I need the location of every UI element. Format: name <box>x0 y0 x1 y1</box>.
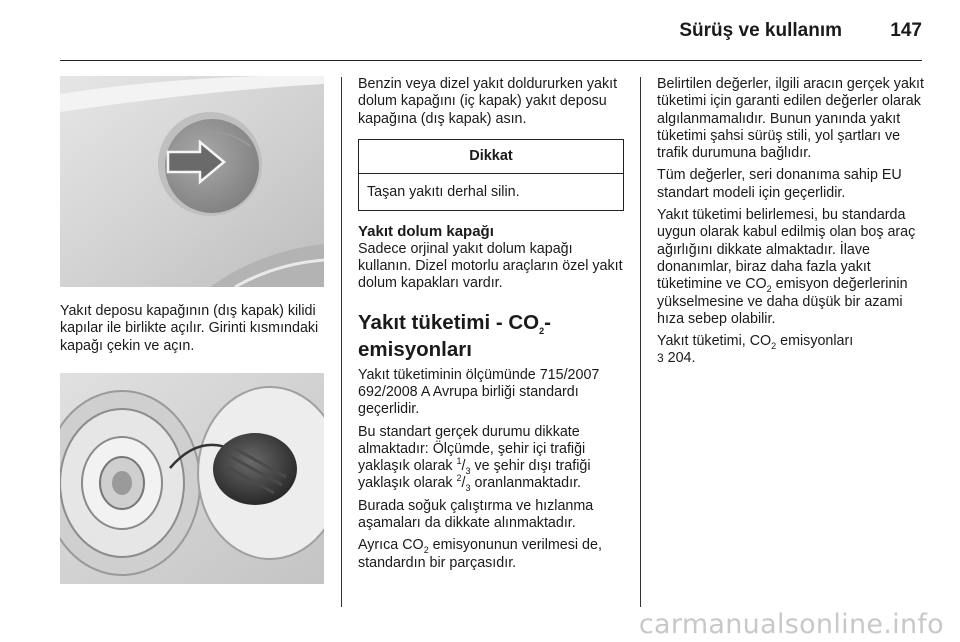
values-paragraph-1: Belirtilen değerler, ilgili aracın gerçek yakıt tüketimi için garanti edilen değerler olarak algılanmamalıdır. Bunun yanında yakıt tüketimi şahsi sürüş stili, yol şartları ve trafik durumuna bağlıdır. <box>657 76 924 162</box>
values-paragraph-3: Yakıt tüketimi belirlemesi, bu standarda uygun olarak kabul edilmiş olan boş araç ağırlığını dikkate almaktadır. İlave donanımlar, biraz daha fazla yakıt tüketimine ve $CO_2$ emisyon değerlerinin yükselmesine ve daha düşük bir azami hıza sebep olabilir. <box>657 207 916 327</box>
fuel-flap-illustration <box>60 76 324 287</box>
fuel-flap-image <box>60 76 324 287</box>
page-reference-icon: 3 <box>657 351 664 366</box>
consumption-paragraph-2: Bu standart gerçek durumu dikkate almaktadır: Ölçümde, şehir içi trafiği yaklaşık olarak $^1/_3$ ve şehir dışı trafiği yaklaşık olarak $^2/_3$ oranlanmaktadır. <box>358 423 591 494</box>
fuel-cap-paragraph: Sadece orjinal yakıt dolum kapağı kullanın. Dizel motorlu araçların özel yakıt dolum kapakları vardır. <box>358 240 623 292</box>
values-paragraph-4: Yakıt tüketimi, $CO_2$ emisyonları 3 204. <box>657 333 854 367</box>
caption-fuel-flap: Yakıt deposu kapağının (dış kapak) kilidi kapılar ile birlikte açılır. Girinti kısmındaki kapağı çekin ve açın. <box>60 303 319 354</box>
page-number: 147 <box>890 20 922 41</box>
heading-fuel-cap: Yakıt dolum kapağı <box>358 223 494 241</box>
column-2 <box>358 76 624 577</box>
warning-title: Dikkat <box>359 140 623 174</box>
fuel-cap-illustration <box>60 373 324 584</box>
fuel-cap-image <box>60 373 324 584</box>
column-divider <box>640 77 641 607</box>
heading-consumption: Yakıt tüketimi - $CO_2-$ emisyonları <box>358 310 551 361</box>
column-1 <box>60 76 324 584</box>
warning-box <box>358 139 624 212</box>
refuel-instruction: Benzin veya dizel yakıt doldururken yakıt dolum kapağını (iç kapak) yakıt deposu kapağına (dış kapak) asın. <box>358 76 618 127</box>
page-reference-link[interactable]: 204. <box>663 350 696 367</box>
consumption-paragraph-1: Yakıt tüketiminin ölçümünde 715/2007 692/2008 A Avrupa birliği standardı geçerlidir. <box>358 366 600 418</box>
column-divider <box>341 77 342 607</box>
column-3 <box>657 76 925 373</box>
watermark: carmanualsonline.info <box>638 609 944 640</box>
header-rule <box>60 60 922 61</box>
consumption-paragraph-4: Ayrıca $CO_2$ emisyonunun verilmesi de, standardın bir parçasıdır. <box>358 537 602 571</box>
page-header <box>60 10 922 58</box>
header-title: Sürüş ve kullanım <box>679 20 842 41</box>
consumption-paragraph-3: Burada soğuk çalıştırma ve hızlanma aşamaları da dikkate alınmaktadır. <box>358 497 594 532</box>
warning-text: Taşan yakıtı derhal silin. <box>367 184 520 201</box>
values-paragraph-2: Tüm değerler, seri donanıma sahip EU standart modeli için geçerlidir. <box>657 167 902 201</box>
